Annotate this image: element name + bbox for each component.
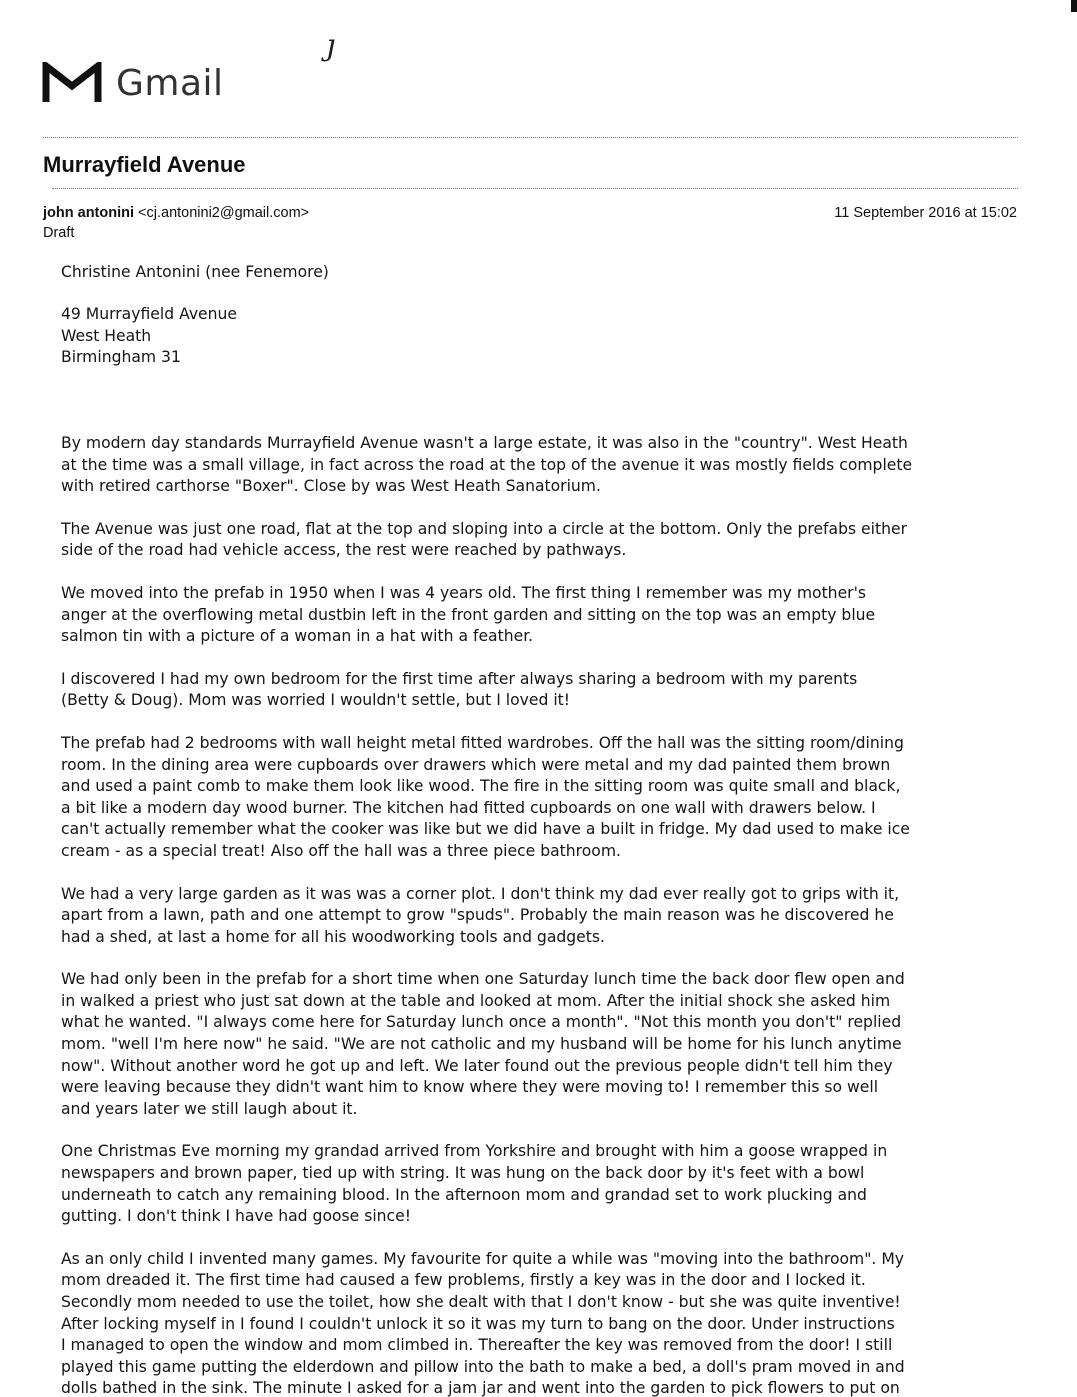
paragraph-line: underneath to catch any remaining blood. In the afternoon mom and grandad set to work plucking and — [61, 1185, 867, 1204]
paragraph-line: We had a very large garden as it was was a corner plot. I don't think my dad ever really got to grips with it, — [61, 884, 900, 903]
paragraph-line: dolls bathed in the sink. The minute I asked for a jam jar and went into the garden to pick flowers to put on — [61, 1379, 900, 1397]
paragraph-line: The Avenue was just one road, flat at the top and sloping into a circle at the bottom. Only the prefabs either — [61, 519, 907, 538]
paragraph-line: I discovered I had my own bedroom for the first time after always sharing a bedroom with my parents — [61, 669, 858, 688]
paragraph-line: what he wanted. "I always come here for Saturday lunch once a month". "Not this month you don't" replied — [61, 1013, 902, 1032]
author-line: Christine Antonini (nee Fenemore) — [61, 263, 329, 281]
scan-edge-mark — [1071, 0, 1077, 12]
paragraph-line: We had only been in the prefab for a short time when one Saturday lunch time the back door flew open and — [61, 970, 905, 989]
paragraph-line: By modern day standards Murrayfield Avenue wasn't a large estate, it was also in the "country". West Heath — [61, 434, 908, 452]
letter-paragraph — [61, 669, 1021, 712]
paragraph-line: One Christmas Eve morning my grandad arrived from Yorkshire and brought with him a goose wrapped in — [61, 1142, 888, 1161]
address-line: West Heath — [61, 326, 152, 345]
paragraph-line: had a shed, at last a home for all his woodworking tools and gadgets. — [61, 927, 605, 946]
paragraph-line: and years later we still laugh about it. — [61, 1099, 358, 1118]
paragraph-line: (Betty & Doug). Mom was worried I wouldn't settle, but I loved it! — [61, 691, 571, 710]
sender-line — [43, 205, 309, 221]
paragraph-line: The prefab had 2 bedrooms with wall height metal fitted wardrobes. Off the hall was the sitting room/dining — [61, 733, 904, 752]
paragraph-line: and used a paint comb to make them look like wood. The fire in the sitting room was quite small and black, — [61, 777, 901, 796]
email-subject: Murrayfield Avenue — [43, 152, 246, 177]
paragraph-line: can't actually remember what the cooker was like but we did have a built in fridge. My dad used to make ice — [61, 820, 910, 839]
paragraph-line: mom dreaded it. The first time had caused a few problems, firstly a key was in the door and I locked it. — [61, 1271, 866, 1290]
email-date: 11 September 2016 at 15:02 — [834, 205, 1017, 221]
address-line: Birmingham 31 — [61, 348, 181, 367]
letter-paragraph — [61, 519, 1021, 562]
paragraph-line: with retired carthorse "Boxer". Close by was West Heath Sanatorium. — [61, 477, 601, 496]
letter-paragraph — [61, 1249, 1021, 1397]
address-block — [61, 304, 237, 369]
scan-pen-mark: ȷ — [326, 28, 336, 63]
paragraph-line: mom. "well I'm here now" he said. "We are not catholic and my husband will be home for his lunch anytime — [61, 1035, 902, 1054]
paragraph-line: We moved into the prefab in 1950 when I was 4 years old. The first thing I remember was my mother's — [61, 583, 866, 602]
paragraph-line: now". Without another word he got up and left. We later found out the previous people didn't tell him they — [61, 1056, 893, 1075]
letter-paragraph — [61, 733, 1021, 863]
sender-name: john antonini — [43, 205, 135, 221]
paragraph-line: newspapers and brown paper, tied up with string. It was hung on the back door by it's feet with a bowl — [61, 1164, 865, 1183]
letter-paragraph — [61, 1141, 1021, 1227]
paragraph-line: apart from a lawn, path and one attempt to grow "spuds". Probably the main reason was he discovered he — [61, 906, 894, 925]
paragraph-line: gutting. I don't think I have had goose since! — [61, 1207, 411, 1226]
paragraph-line: played this game putting the elderdown and pillow into the bath to make a bed, a doll's pram moved in and — [61, 1357, 905, 1376]
paragraph-line: Secondly mom needed to use the toilet, how she dealt with that I don't know - but she was quite inventive! — [61, 1293, 901, 1311]
author-name — [61, 262, 329, 284]
letter-body — [61, 433, 1021, 1397]
header-divider — [43, 137, 1018, 138]
paragraph-line: I managed to open the window and mom climbed in. Thereafter the key was removed from the door! I still — [61, 1336, 893, 1355]
paragraph-line: in walked a priest who just sat down at the table and looked at mom. After the initial shock she asked him — [61, 991, 891, 1010]
letter-paragraph — [61, 433, 1021, 498]
gmail-logo — [42, 62, 224, 104]
paragraph-line: cream - as a special treat! Also off the hall was a three piece bathroom. — [61, 841, 621, 860]
gmail-m-icon — [42, 62, 102, 104]
sender-email: <cj.antonini2@gmail.com> — [138, 205, 310, 221]
gmail-wordmark: Gmail — [116, 62, 224, 104]
address-line: 49 Murrayfield Avenue — [61, 305, 238, 323]
paragraph-line: side of the road had vehicle access, the rest were reached by pathways. — [61, 541, 627, 560]
subject-divider — [52, 188, 1018, 189]
letter-paragraph — [61, 884, 1021, 949]
draft-status: Draft — [43, 225, 75, 241]
paragraph-line: anger at the overflowing metal dustbin left in the front garden and sitting on the top was an empty blue — [61, 605, 876, 624]
paragraph-line: As an only child I invented many games. My favourite for quite a while was "moving into the bathroom". My — [61, 1249, 905, 1268]
paragraph-line: After locking myself in I found I couldn't unlock it so it was my turn to bang on the door. Under instructions — [61, 1314, 895, 1333]
paragraph-line: at the time was a small village, in fact across the road at the top of the avenue it was mostly fields complete — [61, 455, 913, 474]
paragraph-line: room. In the dining area were cupboards over drawers which were metal and my dad painted them brown — [61, 755, 891, 774]
letter-paragraph — [61, 969, 1021, 1120]
paragraph-line: a bit like a modern day wood burner. The kitchen had fitted cupboards on one wall with drawers below. I — [61, 798, 876, 817]
paragraph-line: salmon tin with a picture of a woman in a hat with a feather. — [61, 627, 534, 646]
letter-paragraph — [61, 583, 1021, 648]
paragraph-line: were leaving because they didn't want him to know where they were moving to! I remember this so well — [61, 1078, 879, 1097]
